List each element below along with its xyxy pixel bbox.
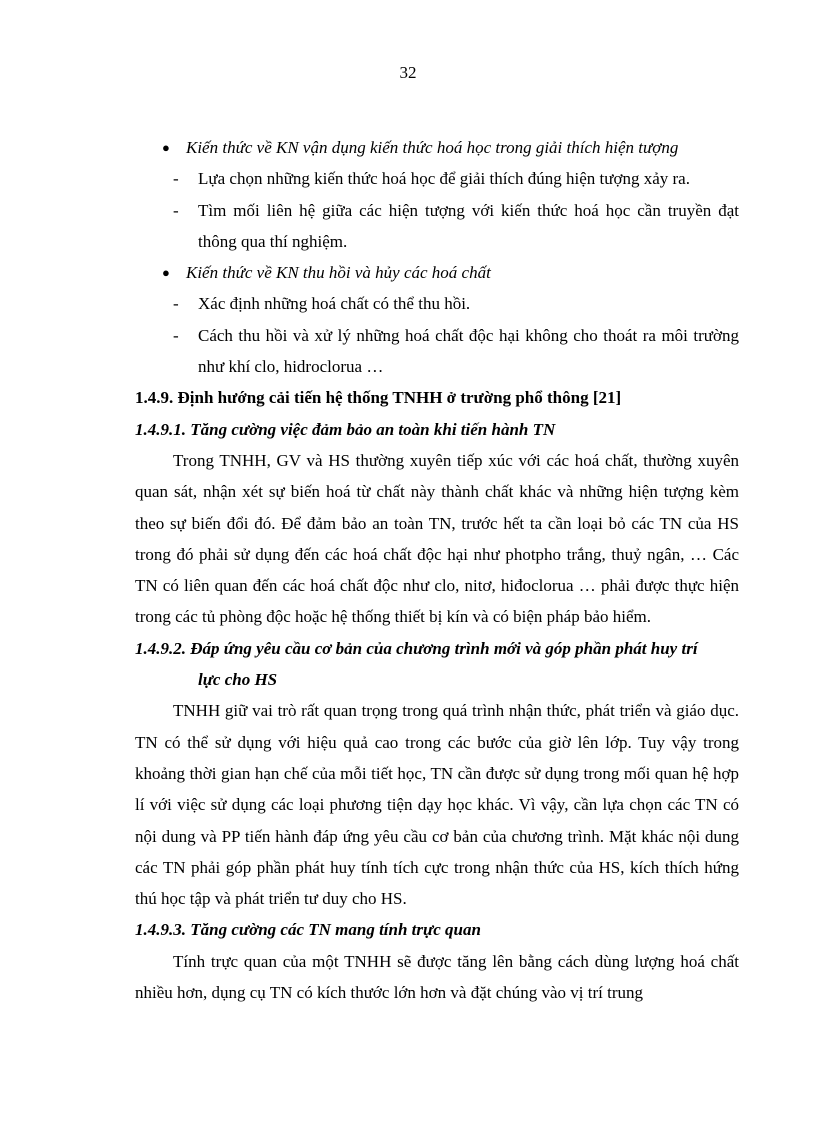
section-heading-1-4-9: 1.4.9. Định hướng cải tiến hệ thống TNHH ở trường phổ thông [21] [135, 388, 622, 408]
list-item-text: Cách thu hồi và xử lý những hoá chất độc hại không cho thoát ra môi trường như khí clo, hidroclorua … [198, 325, 739, 377]
subsection-heading-1-4-9-1: 1.4.9.1. Tăng cường việc đảm bảo an toàn khi tiến hành TN [135, 419, 556, 439]
dash-icon: - [173, 294, 179, 314]
dash-icon: - [173, 325, 179, 345]
list-item-text: Lựa chọn những kiến thức hoá học để giải thích đúng hiện tượng xảy ra. [198, 169, 690, 189]
subsection-heading-line2: lực cho HS [198, 670, 278, 690]
bullet-title: Kiến thức về KN thu hồi và hủy các hoá chất [186, 263, 491, 283]
dash-icon: - [173, 200, 179, 220]
paragraph-program-requirements: TNHH giữ vai trò rất quan trọng trong quá trình nhận thức, phát triển và giáo dục. TN có thể sử dụng với hiệu quả cao trong các bước của giờ lên lớp. Tuy vậy trong khoảng thời gian hạn chế của mỗi tiết học, TN cần được sử dụng trong mối quan hệ hợp lí với việc sử dụng các loại phương tiện dạy học khác. Vì vậy, cần lựa chọn các TN có nội dung và PP tiến hành đáp ứng yêu cầu cơ bản của chương trình. Mặt khác nội dung các TN phải góp phần phát huy tính tích cực trong nhận thức của HS, kích thích hứng thú học tập và phát triển tư duy cho HS. [135, 701, 739, 909]
dash-icon: - [173, 169, 179, 189]
bullet-heading-apply-knowledge [135, 132, 739, 163]
subsection-heading-1-4-9-3: 1.4.9.3. Tăng cường các TN mang tính trực quan [135, 920, 481, 940]
bullet-dot-icon: ● [162, 265, 170, 281]
list-item-text: Tìm mối liên hệ giữa các hiện tượng với kiến thức hoá học cần truyền đạt thông qua thí nghiệm. [198, 200, 739, 251]
bullet-heading-recover-chemicals [135, 257, 739, 288]
page-number: 32 [399, 63, 417, 82]
list-item-text: Xác định những hoá chất có thể thu hồi. [198, 294, 471, 314]
paragraph-visual-experiments: Tính trực quan của một TNHH sẽ được tăng lên bằng cách dùng lượng hoá chất nhiều hơn, dụng cụ TN có kích thước lớn hơn và đặt chúng vào vị trí trung [135, 951, 739, 1003]
list-item [135, 195, 739, 258]
list-item [135, 320, 739, 383]
page-body [135, 132, 739, 1008]
subsection-heading-line1: 1.4.9.2. Đáp ứng yêu cầu cơ bản của chương trình mới và góp phần phát huy trí [135, 638, 698, 658]
bullet-title: Kiến thức về KN vận dụng kiến thức hoá học trong giải thích hiện tượng [186, 138, 679, 157]
list-item [135, 288, 739, 319]
subsection-heading-1-4-9-2 [135, 633, 739, 696]
paragraph-safety: Trong TNHH, GV và HS thường xuyên tiếp xúc với các hoá chất, thường xuyên quan sát, nhận xét sự biến hoá từ chất này thành chất khác và những hiện tượng kèm theo sự biến đổi đó. Để đảm bảo an toàn TN, trước hết ta cần loại bỏ các TN của HS trong đó phải sử dụng đến các hoá chất độc hại như photpho trắng, thuỷ ngân, … Các TN có liên quan đến các hoá chất độc như clo, nitơ, hiđoclorua … phải được thực hiện trong các tủ phòng độc hoặc hệ thống thiết bị kín và có biện pháp bảo hiểm. [135, 450, 739, 627]
list-item [135, 163, 739, 194]
bullet-dot-icon: ● [162, 140, 170, 155]
